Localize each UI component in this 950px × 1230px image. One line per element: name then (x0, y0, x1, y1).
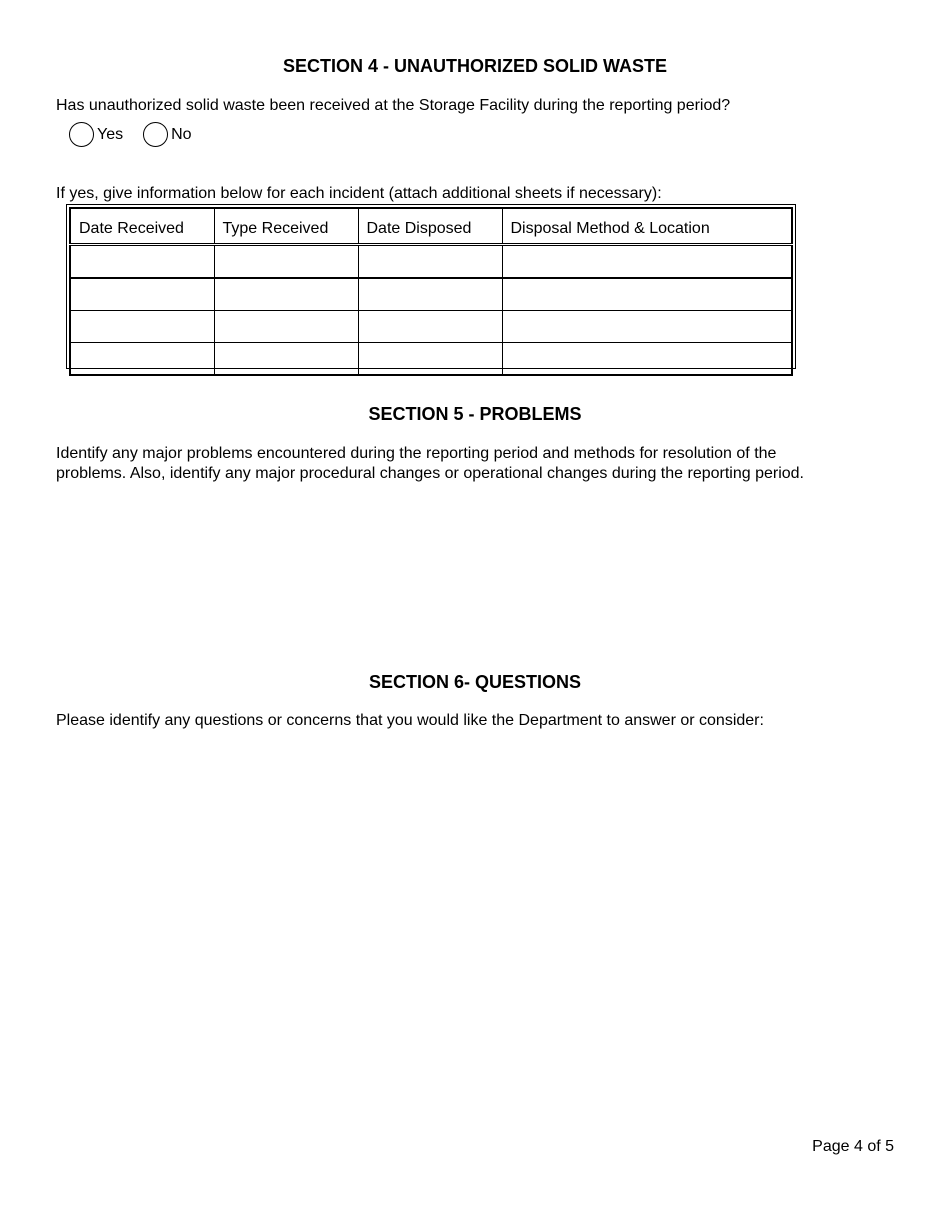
table-cell[interactable] (358, 278, 502, 311)
table-row (70, 311, 792, 343)
section6-text: Please identify any questions or concerns that you would like the Department to answer or consider: (56, 712, 764, 729)
table-row (70, 245, 792, 279)
table-row (70, 343, 792, 376)
column-header-date-received: Date Received (70, 208, 214, 245)
table-cell[interactable] (70, 278, 214, 311)
radio-yes-label: Yes (97, 125, 124, 143)
radio-circle-icon[interactable] (143, 122, 168, 147)
table-cell[interactable] (214, 278, 358, 311)
section5-heading: SECTION 5 - PROBLEMS (368, 404, 582, 424)
column-header-disposal-method: Disposal Method & Location (502, 208, 792, 245)
section4-heading: SECTION 4 - UNAUTHORIZED SOLID WASTE (282, 56, 667, 76)
radio-no-label: No (171, 125, 192, 143)
radio-circle-icon[interactable] (69, 122, 94, 147)
table-cell[interactable] (358, 343, 502, 376)
table-cell[interactable] (70, 311, 214, 343)
table-cell[interactable] (214, 245, 358, 279)
section6-heading: SECTION 6- QUESTIONS (368, 672, 582, 692)
table-header-row (70, 208, 792, 245)
table-cell[interactable] (214, 311, 358, 343)
incident-table (69, 207, 793, 376)
table-cell[interactable] (358, 245, 502, 279)
radio-no[interactable] (143, 122, 191, 147)
waste-received-radio-group (69, 122, 212, 147)
section5-text-line1: Identify any major problems encountered during the reporting period and methods for resolution of the (56, 445, 777, 462)
table-cell[interactable] (70, 343, 214, 376)
table-cell[interactable] (358, 311, 502, 343)
incident-table-frame (66, 204, 796, 369)
section5-text-line2: problems. Also, identify any major procedural changes or operational changes during the reporting period. (56, 465, 804, 482)
table-cell[interactable] (502, 343, 792, 376)
column-header-date-disposed: Date Disposed (358, 208, 502, 245)
table-cell[interactable] (502, 311, 792, 343)
table-row (70, 278, 792, 311)
section4-instructions: If yes, give information below for each incident (attach additional sheets if necessary): (56, 185, 662, 202)
table-cell[interactable] (214, 343, 358, 376)
table-cell[interactable] (70, 245, 214, 279)
page-number: Page 4 of 5 (812, 1138, 894, 1155)
radio-yes[interactable] (69, 122, 123, 147)
table-cell[interactable] (502, 245, 792, 279)
table-cell[interactable] (502, 278, 792, 311)
section4-question: Has unauthorized solid waste been received at the Storage Facility during the reporting period? (56, 97, 731, 114)
column-header-type-received: Type Received (214, 208, 358, 245)
